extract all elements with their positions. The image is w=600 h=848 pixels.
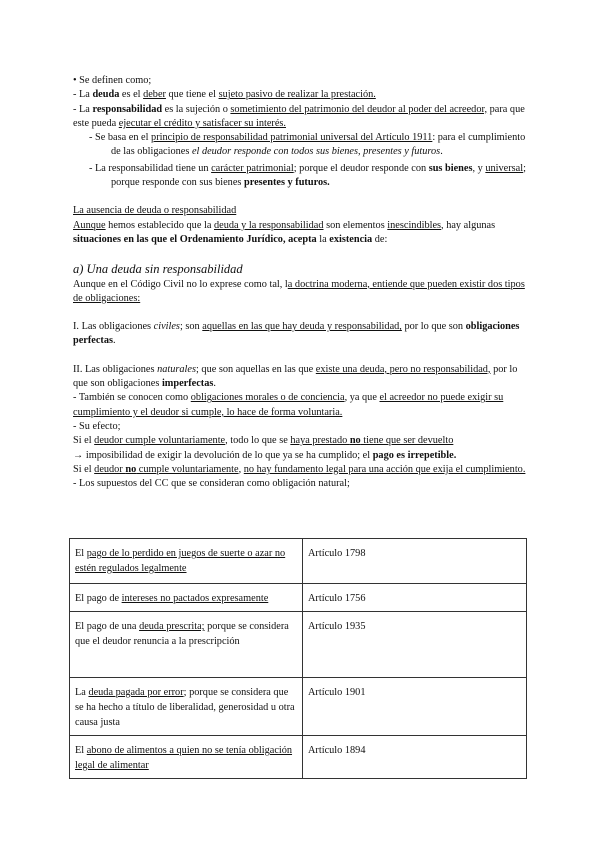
supuesto-cell: El pago de intereses no pactados expresamente xyxy=(70,584,303,612)
bullet-caracter: - La responsabilidad tiene un carácter patrimonial; porque el deudor responde con sus bienes, y universal; porque responde con sus bienes presentes y futuros. xyxy=(89,162,526,189)
table-row xyxy=(70,736,527,779)
articulo-cell: Artículo 1935 xyxy=(303,612,527,678)
efecto-no-cumple: Si el deudor no cumple voluntariamente, no hay fundamento legal para una acción que exija el cumplimiento. xyxy=(73,463,526,475)
subsection-heading: a) Una deuda sin responsabilidad xyxy=(73,262,243,277)
articulo-cell: Artículo 1756 xyxy=(303,584,527,612)
efecto-irrepetible: → imposibilidad de exigir la devolución de lo que ya se ha cumplido; el pago es irrepetible. xyxy=(73,449,457,461)
articulo-cell: Artículo 1901 xyxy=(303,678,527,736)
deuda-definition: - La deuda es el deber que tiene el sujeto pasivo de realizar la prestación. xyxy=(73,89,376,101)
supuesto-cell: El pago de lo perdido en juegos de suerte o azar no estén regulados legalmente xyxy=(70,539,303,584)
table-row xyxy=(70,539,527,584)
supuestos-table xyxy=(69,538,527,779)
articulo-cell: Artículo 1894 xyxy=(303,736,527,779)
supuestos-label: - Los supuestos del CC que se consideran como obligación natural; xyxy=(73,478,350,490)
doctrina-paragraph: Aunque en el Código Civil no lo exprese como tal, la doctrina moderna, entiende que pueden existir dos tipos de obligaciones: xyxy=(73,278,525,304)
supuesto-cell: El abono de alimentos a quien no se tenía obligación legal de alimentar xyxy=(70,736,303,779)
table-row xyxy=(70,584,527,612)
bullet-principio: - Se basa en el principio de responsabilidad patrimonial universal del Artículo 1911: para el cumplimiento de las obligaciones el deudor responde con todos sus bienes, presentes y futuros. xyxy=(89,132,526,158)
articulo-cell: Artículo 1798 xyxy=(303,539,527,584)
obligaciones-civiles: I. Las obligaciones civiles; son aquellas en las que hay deuda y responsabilidad, por lo que son obligaciones perfectas. xyxy=(73,321,520,347)
section-paragraph: Aunque hemos establecido que la deuda y la responsabilidad son elementos inescindibles, hay algunas situaciones en las que el Ordenamiento Jurídico, acepta la existencia de: xyxy=(73,219,496,245)
supuesto-cell: La deuda pagada por error; porque se considera que se ha hecho a título de liberalidad, generosidad u otra causa justa xyxy=(70,678,303,736)
table-row xyxy=(70,612,527,678)
intro-title: • Se definen como; xyxy=(73,75,152,86)
efecto-label: - Su efecto; xyxy=(73,420,121,432)
arrow-icon: → xyxy=(73,449,84,461)
obligaciones-naturales: II. Las obligaciones naturales; que son aquellas en las que existe una deuda, pero no responsabilidad, por lo que son obligaciones imperfectas. xyxy=(73,363,518,390)
obligaciones-morales: - También se conocen como obligaciones morales o de conciencia, ya que el acreedor no puede exigir su cumplimiento y el deudor si cumple, lo hace de forma voluntaria. xyxy=(73,392,504,418)
document-body xyxy=(73,74,533,491)
efecto-cumple: Si el deudor cumple voluntariamente, todo lo que se haya prestado no tiene que ser devuelto xyxy=(73,435,454,447)
responsabilidad-definition: - La responsabilidad es la sujeción o sometimiento del patrimonio del deudor al poder del acreedor, para que este pueda ejecutar el crédito y satisfacer su interés. xyxy=(73,103,525,129)
supuesto-cell: El pago de una deuda prescrita; porque se considera que el deudor renuncia a la prescripción xyxy=(70,612,303,678)
table-row xyxy=(70,678,527,736)
section-heading: La ausencia de deuda o responsabilidad xyxy=(73,205,237,217)
